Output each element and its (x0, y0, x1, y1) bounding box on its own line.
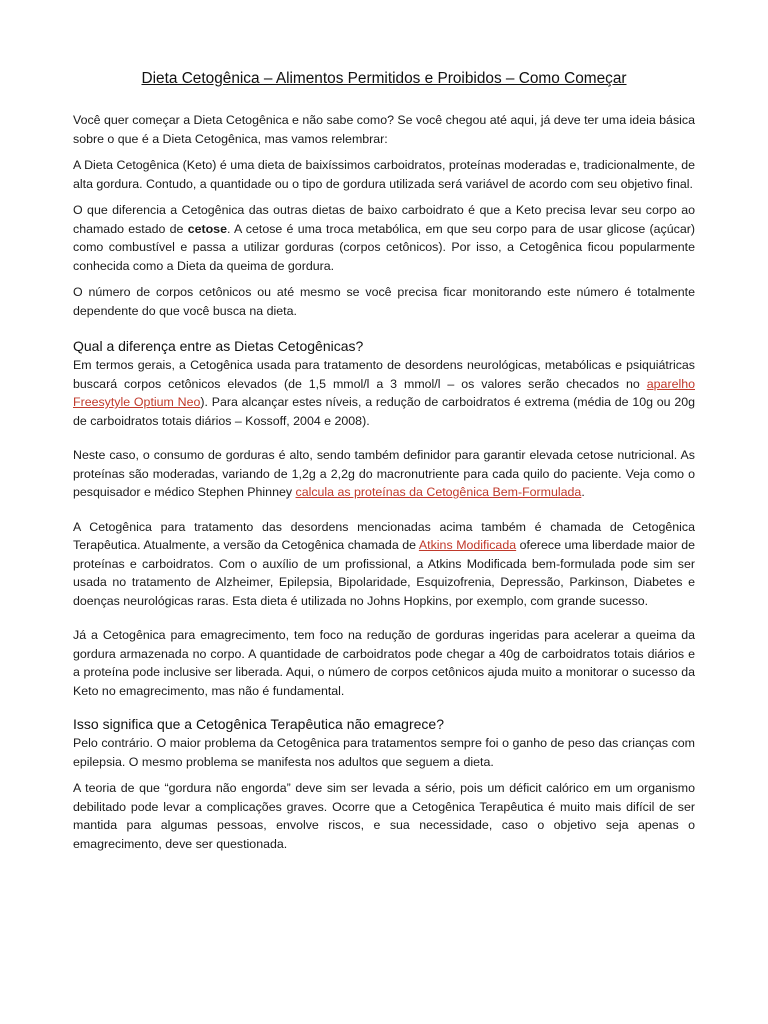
fat-text-after: . (581, 485, 585, 499)
keto-definition-paragraph: A Dieta Cetogênica (Keto) é uma dieta de baixíssimos carboidratos, proteínas moderadas e, tradicionalmente, de alta gordura. Contudo, a quantidade ou o tipo de gordura utilizada será variável de acordo com seu objetivo final. (73, 158, 695, 191)
fat-protein-paragraph (73, 446, 695, 502)
atkins-modified-link[interactable]: Atkins Modificada (418, 538, 517, 552)
therapeutic-ketogenic-paragraph (73, 518, 695, 611)
freestyle-device-link[interactable]: aparelho Freesytyle Optium Neo (73, 376, 695, 409)
ketosis-text-before: O que diferencia a Cetogênica das outras dietas de baixo carboidrato é que a Keto precisa levar seu corpo ao chamado estado de (73, 203, 695, 236)
section-heading-weight-loss: Isso significa que a Cetogênica Terapêutica não emagrece? (73, 716, 444, 732)
document-title: Dieta Cetogênica – Alimentos Permitidos e Proibidos – Como Começar (141, 70, 627, 87)
weight-loss-paragraph: Já a Cetogênica para emagrecimento, tem foco na redução de gorduras ingeridas para acelerar a queima da gordura armazenada no corpo. A quantidade de carboidratos pode chegar a 40g de carboidratos totais diários e a proteína pode inclusive ser liberada. Aqui, o número de corpos cetônicos ajuda muito a monitorar o sucesso da Keto no emagrecimento, mas não é fundamental. (73, 628, 695, 698)
levels-text-before: Em termos gerais, a Cetogênica usada para tratamento de desordens neurológicas, metabólicas e psiquiátricas buscará corpos cetônicos elevados (de 1,5 mmol/l a 3 mmol/l – os valores serão checados no (73, 358, 695, 391)
ketosis-paragraph (73, 201, 695, 275)
section-heading-differences: Qual a diferença entre as Dietas Cetogênicas? (73, 338, 364, 354)
weight-gain-paragraph: Pelo contrário. O maior problema da Cetogênica para tratamentos sempre foi o ganho de peso das crianças com epilepsia. O mesmo problema se manifesta nos adultos que seguem a dieta. (73, 736, 695, 769)
caloric-deficit-paragraph: A teoria de que “gordura não engorda” deve sim ser levada a sério, pois um déficit calórico em um organismo debilitado pode levar a complicações graves. Ocorre que a Cetogênica Terapêutica é muito mais difícil de ser mantida para algumas pessoas, envolve riscos, e sua necessidade, caso o objetivo seja apenas o emagrecimento, deve ser questionada. (73, 781, 695, 851)
intro-paragraph: Você quer começar a Dieta Cetogênica e não sabe como? Se você chegou até aqui, já deve ter uma ideia básica sobre o que é a Dieta Cetogênica, mas vamos relembrar: (73, 113, 695, 146)
ketosis-text-after: . A cetose é uma troca metabólica, em que seu corpo para de usar glicose (açúcar) como combustível e passa a utilizar gorduras (corpos cetônicos). Por isso, a Cetogênica ficou popularmente conhecida como a Dieta da queima de gordura. (73, 221, 695, 273)
atkins-text-before: A Cetogênica para tratamento das desordens mencionadas acima também é chamada de Cetogênica Terapêutica. Atualmente, a versão da Cetogênica chamada de (73, 519, 695, 552)
document-body (73, 111, 695, 853)
fat-text-before: Neste caso, o consumo de gorduras é alto, sendo também definidor para garantir elevada cetose nutricional. As proteínas são moderadas, variando de 1,2g a 2,2g do macronutriente para cada quilo do paciente. Veja como o pesquisador e médico Stephen Phinney (73, 448, 695, 499)
protein-calculation-link[interactable]: calcula as proteínas da Cetogênica Bem-Formulada (295, 485, 582, 499)
therapeutic-levels-paragraph (73, 356, 695, 430)
levels-text-after: ). Para alcançar estes níveis, a redução de carboidratos é extrema (média de 10g ou 20g de carboidratos totais diários – Kossoff, 2004 e 2008). (73, 395, 695, 428)
atkins-text-after: oferece uma liberdade maior de proteínas e carboidratos. Com o auxílio de um profissional, a Atkins Modificada bem-formulada pode sim ser usada no tratamento de Alzheimer, Epilepsia, Bipolaridade, Esquizofrenia, Depressão, Parkinson, Diabetes e doenças neurológicas raras. Esta dieta é utilizada no Johns Hopkins, por exemplo, com grande sucesso. (73, 538, 696, 608)
ketosis-bold-term: cetose (187, 221, 227, 236)
ketone-bodies-paragraph: O número de corpos cetônicos ou até mesmo se você precisa ficar monitorando este número é totalmente dependente do que você busca na dieta. (73, 285, 695, 318)
